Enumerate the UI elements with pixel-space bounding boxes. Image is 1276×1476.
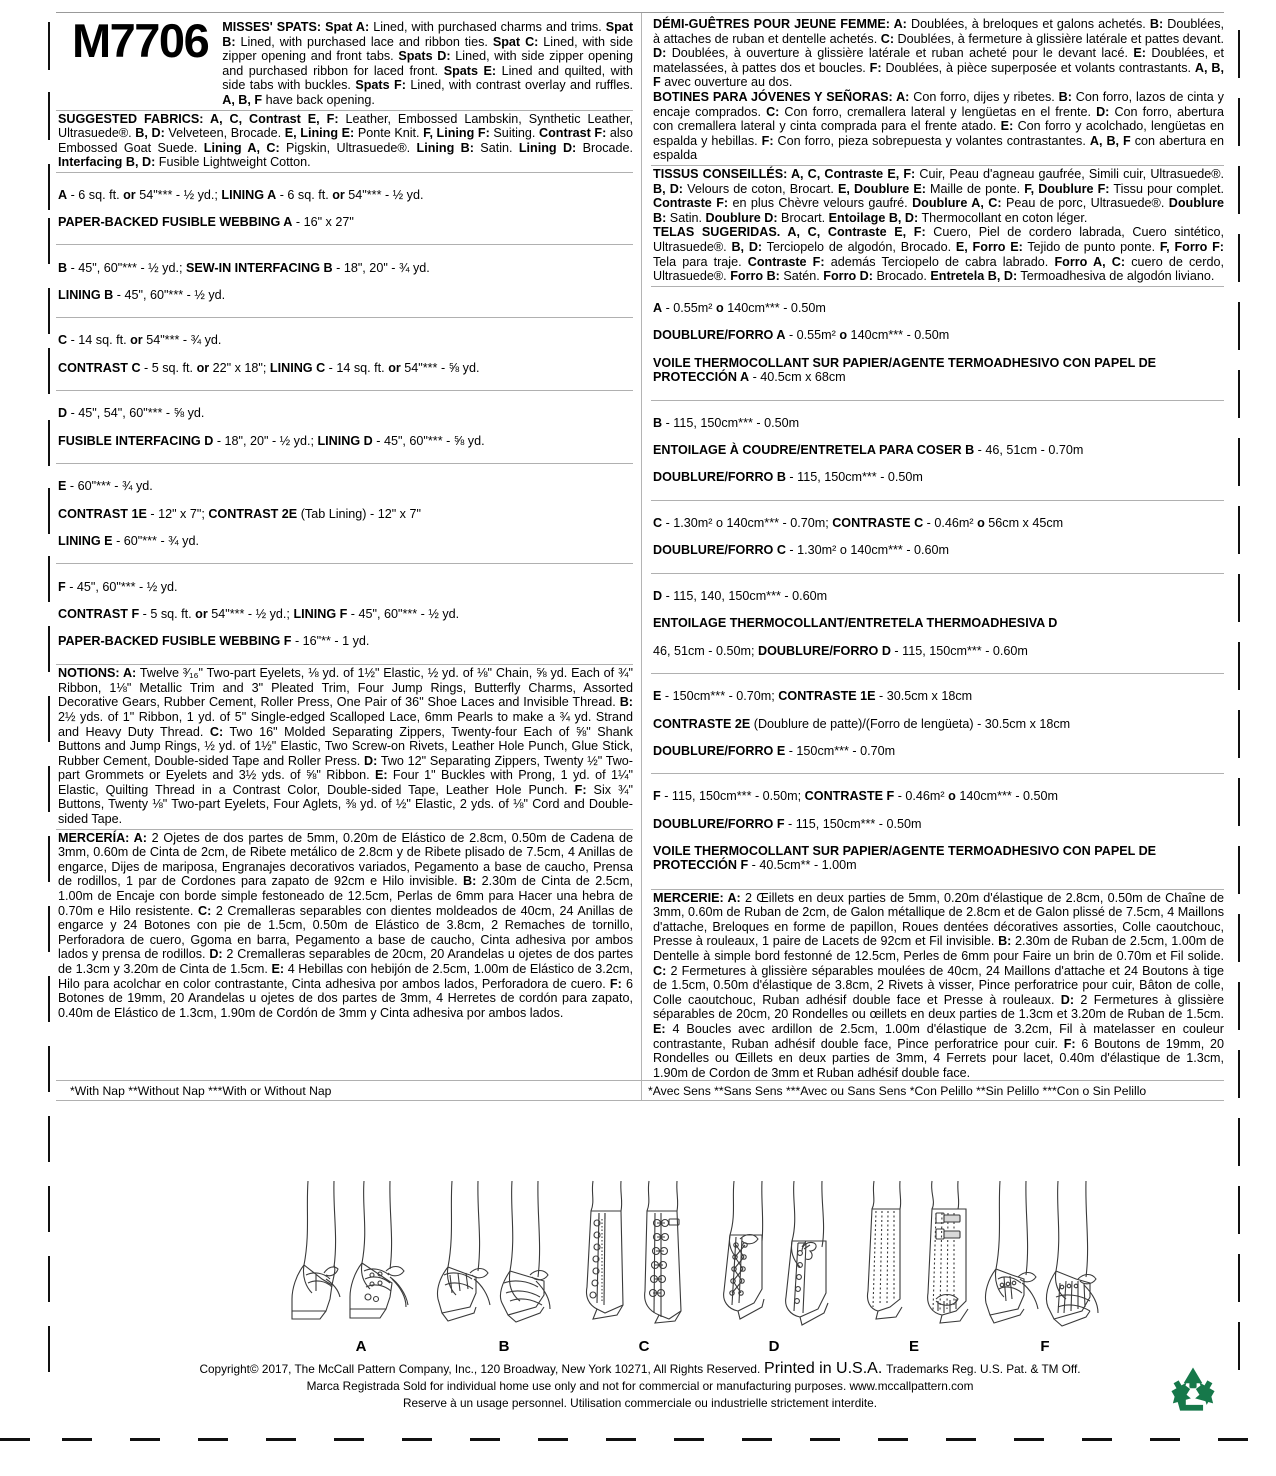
divider bbox=[56, 829, 633, 830]
perforation-tick bbox=[48, 92, 50, 140]
metric-yardage-group-d: D - 115, 140, 150cm*** - 0.60m ENTOILAGE THERMOCOLLANT/ENTRETELA THERMOADHESIVA D 46, 51cm - 0.50m; DOUBLURE/FORRO D - 115, 150cm*** - 0.60m bbox=[653, 589, 1058, 658]
divider bbox=[651, 673, 1224, 674]
notions-english: NOTIONS: A: Twelve ³⁄₁₆" Two-part Eyelets, ⅛ yd. of 1½" Elastic, ½ yd. of ⅛" Chain, ⅝ yd. Each of ¾" Ribbon, 1⅛" Metallic Trim and 3" Pleated Trim, Four Jump Rings, Butterfly Charms, Assorted Decorative Gears, Rubber Cement, Roller Press, One Pair of 36" Shoe Laces and Invisible Thread. B: 2½ yds. of 1" Ribbon, 1 yd. of 5" Single-edged Scalloped Lace, 6mm Pearls to make a ¾ yd. Strand and Heavy Duty Thread. C: Two 16" Molded Separating Zippers, Twenty-four Each of ⅝" Shank Buttons and Jump Rings, ½ yd. of 1½" Elastic, Two Screw-on Rivets, Leather Hole Punch, Glue Stick, Rubber Cement, Double-sided Tape and Roller Press. D: Two 12" Separating Zippers, Twenty ½" Two-part Grommets or Eyelets and 3½ yds. of ⅝" Ribbon. E: Four 1" Buckles with Prong, 1 yd. of 1¼" Elastic, Quilting Thread in a Contrast Color, Double-sided Tape, Leather Hole Punch. F: Six ¾" Buttons, Twenty ⅛" Two-part Eyelets, Four Aglets, ⅜ yd. of ½" Elastic, 2 yds. of ⅛" Cord and Double-sided Tape. bbox=[58, 666, 633, 827]
metric-yardage-group-a: A - 0.55m² o 140cm*** - 0.50m DOUBLURE/FORRO A - 0.55m² o 140cm*** - 0.50m VOILE THERMOCOLLANT SUR PAPIER/AGENTE TERMOADHESIVO CON PAPEL DE PROTECCIÓN A - 40.5cm x 68cm bbox=[653, 301, 1157, 385]
perforation-tick bbox=[1238, 1322, 1240, 1370]
copyright-line bbox=[56, 1360, 1224, 1378]
nap-footnote-french-spanish: *Avec Sens **Sans Sens ***Avec ou Sans Sens *Con Pelillo **Sin Pelillo ***Con o Sin Pelillo bbox=[648, 1084, 1147, 1099]
yardage-group-e: E - 60"*** - ¾ yd. CONTRAST 1E - 12" x 7"; CONTRAST 2E (Tab Lining) - 12" x 7" LINING E - 60"*** - ¾ yd. bbox=[58, 479, 421, 548]
footer bbox=[56, 1360, 1224, 1412]
yardage-group-a: A - 6 sq. ft. or 54"*** - ½ yd.; LINING A - 6 sq. ft. or 54"*** - ½ yd. PAPER-BACKED FUSIBLE WEBBING A - 16" x 27" bbox=[58, 187, 424, 229]
perforation-tick bbox=[1238, 1050, 1240, 1098]
perforation-tick bbox=[1238, 914, 1240, 962]
perforation-tick bbox=[1238, 982, 1240, 1030]
view-illustrations bbox=[56, 1180, 1224, 1355]
pattern-number: M7706 bbox=[72, 14, 209, 67]
perforation-tick bbox=[48, 906, 50, 952]
divider bbox=[56, 563, 633, 564]
perforation-tick bbox=[48, 1046, 50, 1092]
pattern-description-french: DÉMI-GUÊTRES POUR JEUNE FEMME: A: Doublées, à breloques et galons achetés. B: Doublées, à attaches de ruban et dentelle achetés. C: Doublées, à fermeture à glissière latérale et pattes devant. D: Doublées, à ouverture à glissière latérale et ruban acheté pour le devant lacé. E: Doublées, et matelassées, à pattes dos et boucles. F: Doublées, à pièce superposée et volants contrastants. A, B, F avec ouverture au dos. bbox=[653, 17, 1225, 90]
illustration-view-b bbox=[426, 1179, 586, 1329]
illustration-view-f bbox=[976, 1179, 1136, 1329]
perforation-tick bbox=[1238, 642, 1240, 690]
divider bbox=[651, 773, 1224, 774]
notions-french: MERCERIE: A: 2 Œillets en deux parties de 5mm, 0.20m d'élastique de 2.8cm, 0.50m de Chaîne de 3mm, 0.60m de Ruban de 2cm, de Galon métallique de 2.8cm et de Galon plissé de 7.5cm, 4 Maillons d'attache, Breloques en forme de papillon, Roues dentées décoratives assorties, Colle caoutchouc, Presse à rouleaux, 1 paire de Lacets de 92cm et Fil invisible. B: 2.30m de Ruban de 2.5cm, 1.00m de Dentelle à simple bord festonné de 12.5cm, Perles de 6mm pour Faire un brin de 0.70m et Fil solide. C: 2 Fermetures à glissière séparables moulées de 40cm, 24 Maillons d'attache et 24 Boutons à tige de 1.5cm, 0.50m d'élastique de 3.8cm, 2 Rivets à visser, Pince perforatrice pour cuir, Bâton de colle, Colle caoutchouc, Ruban adhésif double face et Presse à rouleaux. D: 2 Fermetures à glissière séparables de 20cm, 20 Rondelles ou œillets en deux parties de 1.3cm et 3.20m de Ruban de 1.5cm. E: 4 Boucles avec ardillon de 2.5cm, 1.00m d'élastique de 3.2cm, Fil à matelasser en couleur contrastante, Ruban adhésif double face, Pince perforatrice pour cuir. F: 6 Boutons de 19mm, 20 Rondelles ou Œillets en deux parties de 3mm, 4 Ferrets pour lacet, 0.40m d'élastique de 1.3cm, 1.90m de Cordon de 3mm et Ruban adhésif double face. bbox=[653, 890, 1225, 1080]
yardage-group-f: F - 45", 60"*** - ½ yd. CONTRAST F - 5 sq. ft. or 54"*** - ½ yd.; LINING F - 45", 60"*** - ½ yd. PAPER-BACKED FUSIBLE WEBBING F - 16"** - 1 yd. bbox=[58, 579, 460, 648]
divider bbox=[651, 573, 1224, 574]
trademark-text: Trademarks Reg. U.S. Pat. & TM Off. bbox=[886, 1362, 1081, 1376]
footnote-divider-bottom bbox=[56, 1100, 1224, 1101]
illustration-label-d: D bbox=[768, 1338, 780, 1355]
perforation-tick bbox=[1238, 438, 1240, 486]
perforation-tick bbox=[1238, 574, 1240, 622]
perforation-tick bbox=[48, 976, 50, 1022]
recycle-icon bbox=[1170, 1366, 1216, 1412]
divider bbox=[56, 463, 633, 464]
perforation-tick bbox=[1238, 846, 1240, 894]
divider bbox=[651, 286, 1224, 287]
illustration-label-f: F bbox=[1040, 1338, 1050, 1355]
perforation-tick bbox=[48, 1326, 50, 1372]
perforation-tick bbox=[48, 556, 50, 602]
perforation-tick bbox=[48, 164, 50, 210]
nap-footnote-english: *With Nap **Without Nap ***With or Without Nap bbox=[70, 1084, 332, 1099]
metric-yardage-group-f: F - 115, 150cm*** - 0.50m; CONTRASTE F - 0.46m² o 140cm*** - 0.50m DOUBLURE/FORRO F - 115, 150cm*** - 0.50m VOILE THERMOCOLLANT SUR PAPIER/AGENTE TERMOADHESIVO CON PAPEL DE PROTECCIÓN F - 40.5cm** - 1.00m bbox=[653, 789, 1157, 873]
illustration-label-a: A bbox=[355, 1338, 367, 1355]
perforation-tick bbox=[48, 420, 50, 466]
yardage-group-d: D - 45", 54", 60"*** - ⅝ yd. FUSIBLE INTERFACING D - 18", 20" - ½ yd.; LINING D - 45", 60"*** - ⅝ yd. bbox=[58, 406, 485, 448]
perforation-tick bbox=[48, 696, 50, 742]
divider bbox=[56, 172, 633, 173]
perforation-tick bbox=[1238, 370, 1240, 418]
suggested-fabrics-french: TISSUS CONSEILLÉS: A, C, Contraste E, F: Cuir, Peau d'agneau gaufrée, Simili cuir, Ultrasuede®. B, D: Velours de coton, Brocart. E, Doublure E: Maille de ponte. F, Doublure F: Tissu pour complet. Contraste F: en plus Chèvre velours gaufré. Doublure A, C: Peau de porc, Ultrasuede®. Doublure B: Satin. Doublure D: Brocart. Entoilage B, D: Thermocollant en coton léger. bbox=[653, 166, 1225, 225]
illustration-label-b: B bbox=[498, 1338, 510, 1355]
pattern-description-spanish: BOTINES PARA JÓVENES Y SEÑORAS: A: Con forro, dijes y ribetes. B: Con forro, lazos de cinta y encaje comprados. C: Con forro, cremallera lateral y lengüetas en el frente. D: Con forro, abertura con cremallera lateral y cinta comprada para el frente atado. E: Con forro y acolchado, lengüetas en espalda y hebillas. F: Con forro, pieza sobrepuesta y volantes contrastantes. A, B, F con abertura en espalda bbox=[653, 89, 1224, 163]
divider bbox=[651, 500, 1224, 501]
perforation-tick bbox=[48, 22, 50, 70]
divider bbox=[651, 889, 1224, 890]
perforation-tick bbox=[1238, 1186, 1240, 1234]
cut-line bbox=[0, 1438, 1276, 1441]
perforation-tick bbox=[48, 218, 50, 264]
english-spanish-column bbox=[56, 13, 641, 1080]
footer-line-french: Reserve à un usage personnel. Utilisation commerciale ou industrielle strictement interdite. bbox=[402, 1396, 878, 1410]
perforation-tick bbox=[48, 836, 50, 882]
perforation-tick bbox=[48, 626, 50, 672]
yardage-group-b: B - 45", 60"*** - ½ yd.; SEW-IN INTERFACING B - 18", 20" - ¾ yd. LINING B - 45", 60"*** - ½ yd. bbox=[58, 260, 430, 302]
perforation-tick bbox=[1238, 1254, 1240, 1302]
metric-yardage-group-c: C - 1.30m² o 140cm*** - 0.70m; CONTRASTE C - 0.46m² o 56cm x 45cm DOUBLURE/FORRO C - 1.30m² o 140cm*** - 0.60m bbox=[653, 516, 1064, 558]
suggested-fabrics-english: SUGGESTED FABRICS: A, C, Contrast E, F: Leather, Embossed Lambskin, Synthetic Leather, Ultrasuede®. B, D: Velveteen, Brocade. E, Lining E: Ponte Knit. F, Lining F: Suiting. Contrast F: also Embossed Goat Suede. Lining A, C: Pigskin, Ultrasuede®. Lining B: Satin. Lining D: Brocade. Interfacing B, D: Fusible Lightweight Cotton. bbox=[58, 111, 634, 170]
perforation-tick bbox=[48, 348, 50, 394]
perforation-tick bbox=[48, 1116, 50, 1162]
perforation-tick bbox=[1238, 1118, 1240, 1166]
perforation-tick bbox=[1238, 506, 1240, 554]
perforation-tick bbox=[1238, 302, 1240, 350]
divider bbox=[56, 110, 633, 111]
perforation-tick bbox=[1238, 710, 1240, 758]
pattern-description-english: MISSES' SPATS: Spat A: Lined, with purchased charms and trims. Spat B: Lined, with purchased lace and ribbon ties. Spat C: Lined, with side zipper opening and front tabs. Spats D: Lined, with side zipper opening and purchased ribbon for laced front. Spats E: Lined and quilted, with side tabs with buckles. Spats F: Lined, with contrast overlay and ruffles. A, B, F have back opening. bbox=[222, 20, 634, 107]
illustration-view-c bbox=[569, 1179, 729, 1329]
perforation-tick bbox=[48, 766, 50, 812]
footer-line-spanish-english: Marca Registrada Sold for individual home use only and not for commercial or manufacturing purposes. www.mccallpattern.com bbox=[306, 1379, 974, 1393]
divider bbox=[651, 400, 1224, 401]
divider bbox=[56, 390, 633, 391]
french-spanish-column bbox=[642, 13, 1224, 1080]
perforation-tick bbox=[1238, 98, 1240, 146]
perforation-tick bbox=[48, 288, 50, 334]
printed-in-usa-text: Printed in U.S.A. bbox=[764, 1360, 883, 1377]
notions-spanish: MERCERÍA: A: 2 Ojetes de dos partes de 5mm, 0.20m de Elástico de 2.8cm, 0.50m de Cadena de 3mm, 0.60m de Cinta de 2cm, de Ribete metálico de 2.8cm y de Ribete plisado de 7.5cm, 4 Anillas de engarce, Dijes de mariposa, Engranajes decorativos variados, Pegamento a base de caucho, Prensa de rodillos, 1 par de Cordones para zapato de 92cm e Hilo invisible. B: 2.30m de Cinta de 2.5cm, 1.00m de Encaje con borde simple festoneado de 12.5cm, Perlas de 6mm para Hacer una hebra de 0.70m e Hilo resistente. C: 2 Cremalleras separables con dientes moldeados de 40cm, 24 Anillas de engarce y 24 Botones con pie de 1.5cm, 0.50m de Elástico de 3.8cm, 2 Remaches de tornillo, Perforadora de cuero, Ggoma en barra, Pegamento a base de caucho, Cinta adhesiva por ambos lados y prensa de rodillos. D: 2 Cremalleras separables de 20cm, 20 Arandelas u ojetes de dos partes de 1.3cm y 3.20m de Cinta de 1.5cm. E: 4 Hebillas con hebijón de 2.5cm, 1.00m de Elástico de 3.2cm, Hilo para acolchar en color contrastante, Cinta adhesiva por ambos lados, Perforadora de cuero. F: 6 Botones de 19mm, 20 Arandelas u ojetes de dos partes de 3mm, 4 Herretes de cordón para zapato, 0.40m de Elástico de 1.3cm, 1.90m de Cordón de 3mm y Cinta adhesiva por ambos lados. bbox=[58, 830, 634, 1020]
perforation-tick bbox=[1238, 166, 1240, 214]
divider bbox=[56, 664, 633, 665]
metric-yardage-group-b: B - 115, 150cm*** - 0.50m ENTOILAGE À COUDRE/ENTRETELA PARA COSER B - 46, 51cm - 0.70m DOUBLURE/FORRO B - 115, 150cm*** - 0.50m bbox=[653, 416, 1084, 485]
perforation-tick bbox=[48, 1256, 50, 1302]
content-frame bbox=[56, 12, 1224, 1101]
pattern-header bbox=[56, 13, 633, 108]
illustration-label-c: C bbox=[638, 1338, 650, 1355]
perforation-tick bbox=[1238, 30, 1240, 78]
two-column-layout bbox=[56, 13, 1224, 1080]
divider bbox=[651, 165, 1224, 166]
copyright-text: Copyright© 2017, The McCall Pattern Company, Inc., 120 Broadway, New York 10271, All Rights Reserved. bbox=[199, 1362, 761, 1376]
yardage-group-c: C - 14 sq. ft. or 54"*** - ¾ yd. CONTRAST C - 5 sq. ft. or 22" x 18"; LINING C - 14 sq. ft. or 54"*** - ⅝ yd. bbox=[58, 333, 480, 375]
perforation-tick bbox=[48, 1186, 50, 1232]
divider bbox=[56, 244, 633, 245]
perforation-tick bbox=[48, 488, 50, 534]
perforation-tick bbox=[1238, 778, 1240, 826]
suggested-fabrics-spanish: TELAS SUGERIDAS. A, C, Contraste E, F: Cuero, Piel de cordero labrada, Cuero sintético, Ultrasuede®. B, D: Terciopelo de algodón, Brocado. E, Forro E: Tejido de punto ponte. F, Forro F: Tela para traje. Contraste F: además Terciopelo de cabra labrado. Forro A, C: cuero de cerdo, Ultrasuede®. Forro B: Satén. Forro D: Brocado. Entretela B, D: Termoadhesiva de algodón liviano. bbox=[653, 225, 1225, 284]
illustration-view-d bbox=[706, 1179, 866, 1329]
divider bbox=[56, 317, 633, 318]
metric-yardage-group-e: E - 150cm*** - 0.70m; CONTRASTE 1E - 30.5cm x 18cm CONTRASTE 2E (Doublure de patte)/(Forro de lengüeta) - 30.5cm x 18cm DOUBLURE/FORRO E - 150cm*** - 0.70m bbox=[653, 689, 1071, 758]
illustration-view-a bbox=[286, 1179, 446, 1329]
illustration-label-e: E bbox=[908, 1338, 919, 1355]
perforation-tick bbox=[1238, 234, 1240, 282]
